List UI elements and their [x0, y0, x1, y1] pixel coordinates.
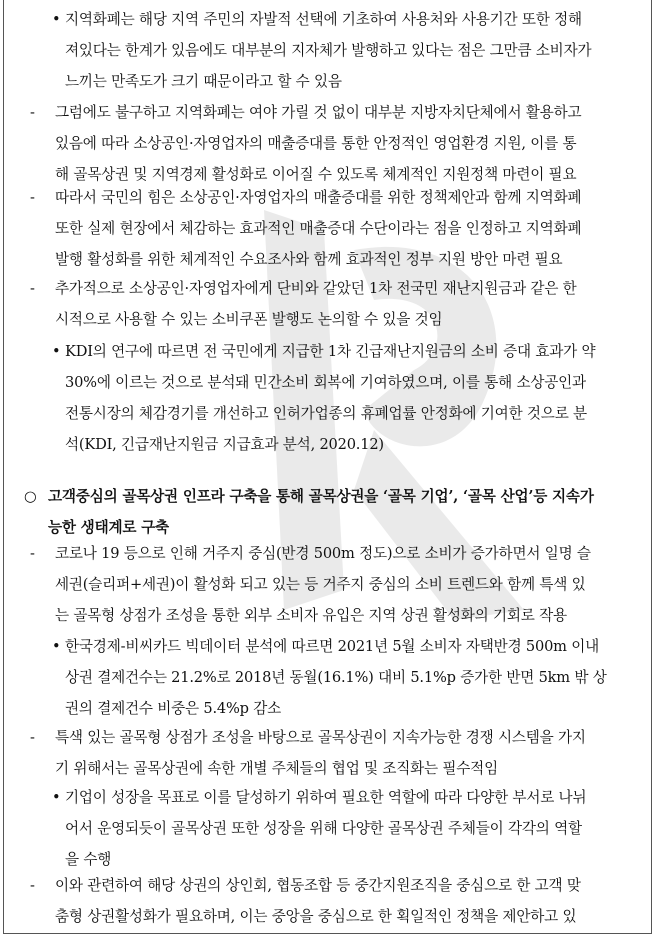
bullet-marker: •	[52, 638, 61, 655]
bullet-marker: •	[52, 11, 61, 28]
bullet-marker: •	[52, 789, 61, 806]
dash-marker: -	[30, 280, 35, 297]
text-line: 져있다는 한계가 있음에도 대부분의 지자체가 발행하고 있다는 점은 그만큼 소비자가	[65, 42, 592, 59]
dash-marker: -	[30, 729, 35, 746]
text-line: 기업이 성장을 목표로 이를 달성하기 위하여 필요한 역할에 따라 다양한 부서로 나뉘	[65, 789, 587, 806]
text-line: 발행 활성화를 위한 체계적인 수요조사와 함께 효과적인 정부 지원 방안 마련 필요	[55, 251, 563, 268]
text-line: 는 골목형 상점가 조성을 통한 외부 소비자 유입은 지역 상권 활성화의 기회로 작용	[55, 607, 567, 624]
text-line: 코로나 19 등으로 인해 거주지 중심(반경 500m 정도)으로 소비가 증가하면서 일명 슬	[55, 545, 591, 562]
text-line: 석(KDI, 긴급재난지원금 지급효과 분석, 2020.12)	[65, 436, 384, 453]
bullet-marker: •	[52, 343, 61, 360]
text-line: 기 위해서는 골목상권에 속한 개별 주체들의 협업 및 조직화는 필수적임	[55, 760, 498, 777]
text-line: 또한 실제 현장에서 체감하는 효과적인 매출증대 수단이라는 점을 인정하고 지역화폐	[55, 220, 582, 237]
text-line: 상권 결제건수는 21.2%로 2018년 동월(16.1%) 대비 5.1%p 증가한 반면 5km 밖 상	[65, 669, 607, 686]
text-line: 한국경제-비씨카드 빅데이터 분석에 따르면 2021년 5월 소비자 자택반경 500m 이내	[65, 638, 600, 655]
dash-item-demand-survey	[30, 182, 581, 275]
text-line: 을 수행	[65, 851, 112, 868]
text-line: 30%에 이르는 것으로 분석돼 민간소비 회복에 기여하였으며, 이를 통해 소상공인과	[65, 374, 586, 391]
text-line: 느끼는 만족도가 크기 때문이라고 할 수 있음	[65, 73, 342, 90]
document-page	[3, 0, 652, 934]
text-line: 특색 있는 골목형 상점가 조성을 바탕으로 골목상권이 지속가능한 경쟁 시스템을 가지	[55, 729, 586, 746]
text-line: 전통시장의 체감경기를 개선하고 인허가업종의 휴폐업률 안정화에 기여한 것으로 분	[65, 405, 587, 422]
section-heading-alley-ecosystem	[24, 481, 594, 543]
text-line: 해 골목상권 및 지역경제 활성화로 이어질 수 있도록 체계적인 지원정책 마련이 필요	[55, 166, 577, 183]
text-line: 어서 운영되듯이 골목상권 또한 성장을 위해 다양한 골목상권 주체들이 각각의 역할	[65, 820, 582, 837]
heading-line: 고객중심의 골목상권 인프라 구축을 통해 골목상권을 ‘골목 기업’, ‘골목 산업’등 지속가	[48, 488, 594, 505]
dash-marker: -	[30, 877, 35, 894]
heading-line: 능한 생태계로 구축	[48, 519, 169, 536]
dash-marker: -	[30, 189, 35, 206]
dash-item-covid-consumption	[30, 538, 591, 631]
text-line: 시적으로 사용할 수 있는 소비쿠폰 발행도 논의할 수 있을 것임	[55, 311, 443, 328]
dash-item-collaboration	[30, 722, 586, 784]
dash-item-consumer-coupon	[30, 273, 577, 335]
dash-item-intermediary-org	[30, 870, 581, 932]
dash-marker: -	[30, 545, 35, 562]
dash-marker: -	[30, 104, 35, 121]
bullet-item-business-analogy	[52, 782, 586, 875]
bullet-item-regional-currency-satisfaction	[52, 4, 591, 97]
circle-marker: ○	[24, 488, 37, 505]
text-line: 따라서 국민의 힘은 소상공인·자영업자의 매출증대를 위한 정책제안과 함께 지역화폐	[55, 189, 582, 206]
text-line: 춤형 상권활성화가 필요하며, 이는 중앙을 중심으로 한 획일적인 정책을 제안하고 있	[55, 908, 577, 925]
text-line: 권의 결제건수 비중은 5.4%p 감소	[65, 700, 282, 717]
text-line: 이와 관련하여 해당 상권의 상인회, 협동조합 등 중간지원조직을 중심으로 한 고객 맞	[55, 877, 581, 894]
text-line: 있음에 따라 소상공인·자영업자의 매출증대를 통한 안정적인 영업환경 지원, 이를 통	[55, 135, 577, 152]
text-line: KDI의 연구에 따르면 전 국민에게 지급한 1차 긴급재난지원금의 소비 증대 효과가 약	[65, 343, 596, 360]
dash-item-policy-need	[30, 97, 581, 190]
text-line: 지역화폐는 해당 지역 주민의 자발적 선택에 기초하여 사용처와 사용기간 또한 정해	[65, 11, 582, 28]
text-line: 추가적으로 소상공인·자영업자에게 단비와 같았던 1차 전국민 재난지원금과 같은 한	[55, 280, 577, 297]
text-line: 그럼에도 불구하고 지역화폐는 여야 가릴 것 없이 대부분 지방자치단체에서 활용하고	[55, 104, 582, 121]
bullet-item-kdi-research	[52, 336, 595, 460]
text-line: 세권(슬리퍼+세권)이 활성화 되고 있는 등 거주지 중심의 소비 트렌드와 함께 특색 있	[55, 576, 586, 593]
bullet-item-bigdata-analysis	[52, 631, 607, 724]
